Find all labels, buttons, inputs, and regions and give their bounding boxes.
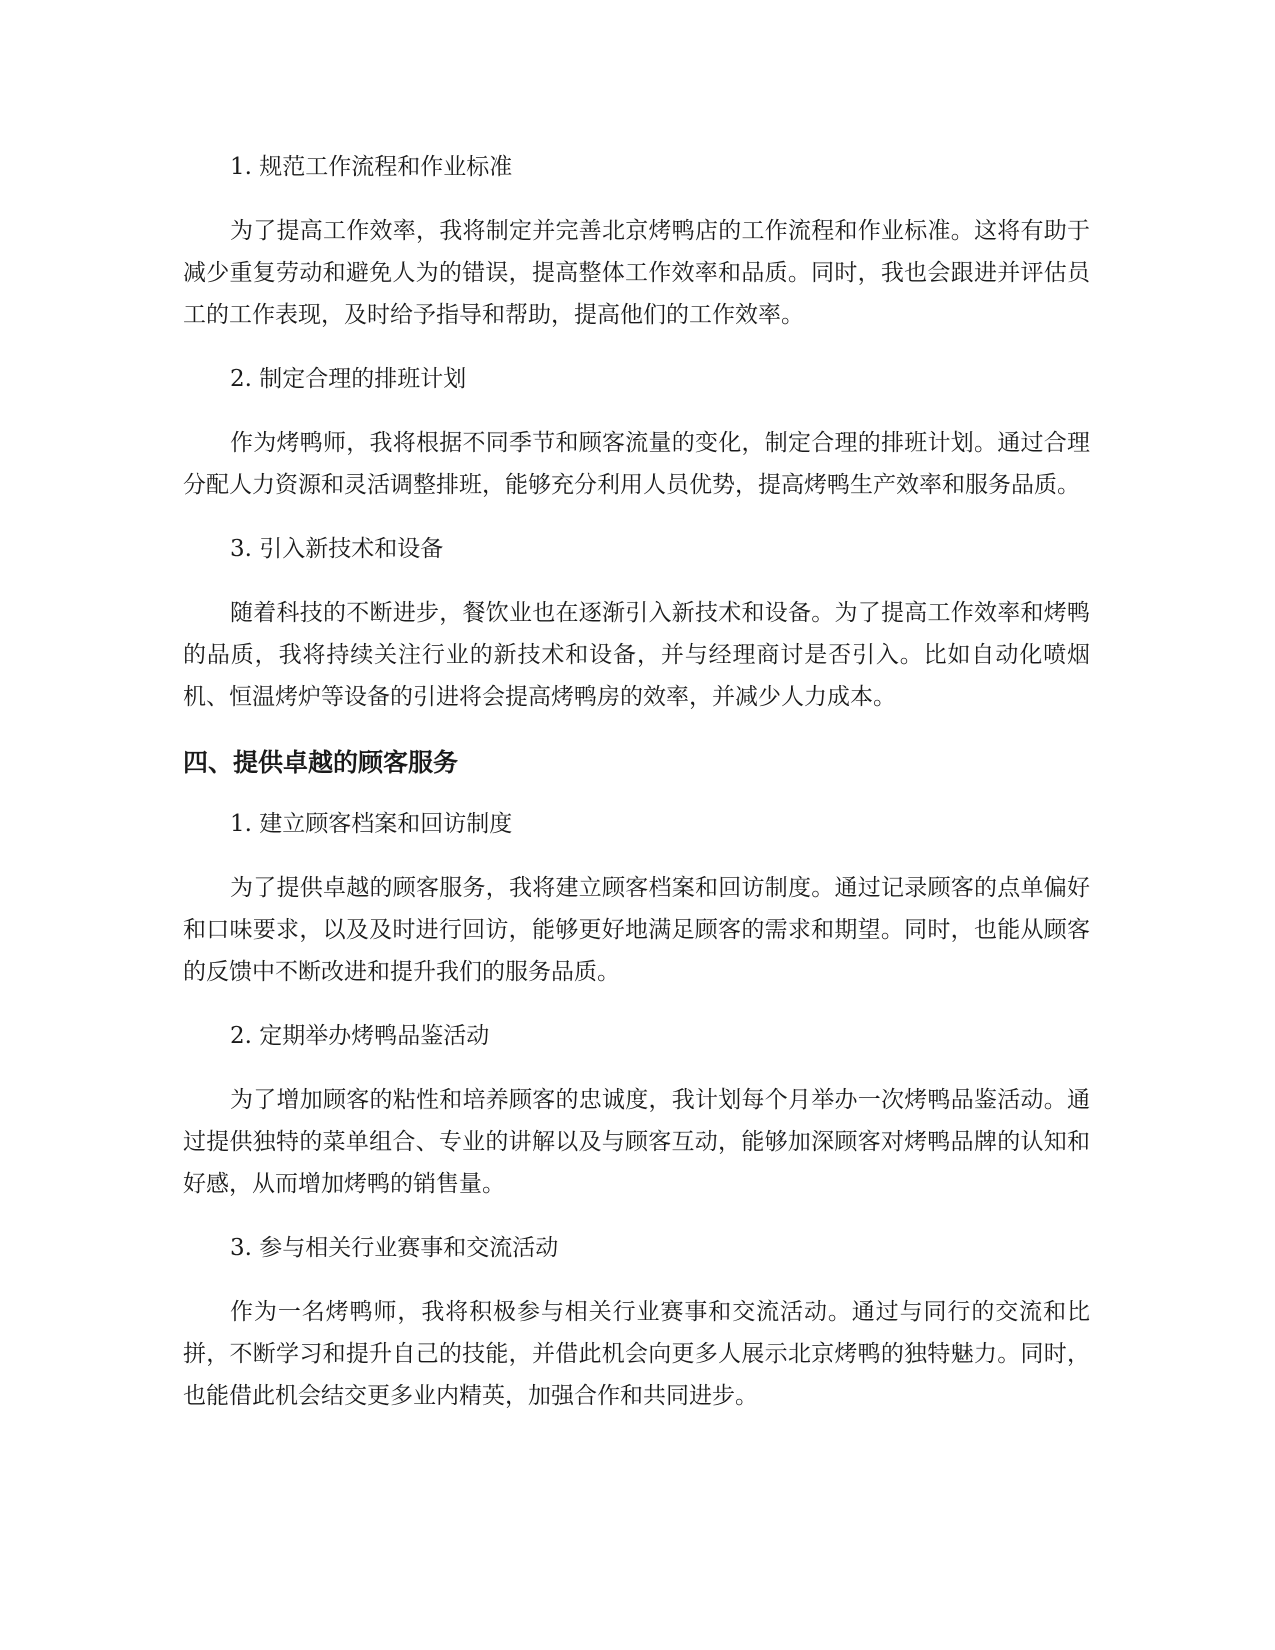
paragraph-shift-schedule: 作为烤鸭师，我将根据不同季节和顾客流量的变化，制定合理的排班计划。通过合理分配人力资源和灵活调整排班，能够充分利用人员优势，提高烤鸭生产效率和服务品质。 bbox=[183, 430, 1090, 498]
document-page bbox=[183, 146, 1090, 1417]
paragraph-tasting-events: 为了增加顾客的粘性和培养顾客的忠诚度，我计划每个月举办一次烤鸭品鉴活动。通过提供独特的菜单组合、专业的讲解以及与顾客互动，能够加深顾客对烤鸭品牌的认知和好感，从而增加烤鸭的销售量。 bbox=[183, 1087, 1090, 1197]
paragraph-new-technology: 随着科技的不断进步，餐饮业也在逐渐引入新技术和设备。为了提高工作效率和烤鸭的品质，我将持续关注行业的新技术和设备，并与经理商讨是否引入。比如自动化喷烟机、恒温烤炉等设备的引进将会提高烤鸭房的效率，并减少人力成本。 bbox=[183, 600, 1090, 710]
paragraph-industry-events: 作为一名烤鸭师，我将积极参与相关行业赛事和交流活动。通过与同行的交流和比拼，不断学习和提升自己的技能，并借此机会向更多人展示北京烤鸭的独特魅力。同时，也能借此机会结交更多业内精英，加强合作和共同进步。 bbox=[183, 1299, 1090, 1409]
section-heading-customer-service: 四、提供卓越的顾客服务 bbox=[183, 748, 459, 777]
subheading-new-technology: 3. 引入新技术和设备 bbox=[230, 536, 444, 562]
subheading-customer-records: 1. 建立顾客档案和回访制度 bbox=[230, 811, 513, 837]
subheading-industry-events: 3. 参与相关行业赛事和交流活动 bbox=[230, 1235, 559, 1261]
subheading-tasting-events: 2. 定期举办烤鸭品鉴活动 bbox=[230, 1023, 490, 1049]
subheading-shift-schedule: 2. 制定合理的排班计划 bbox=[230, 366, 467, 392]
subheading-standardize-workflow: 1. 规范工作流程和作业标准 bbox=[230, 154, 513, 180]
paragraph-workflow: 为了提高工作效率，我将制定并完善北京烤鸭店的工作流程和作业标准。这将有助于减少重复劳动和避免人为的错误，提高整体工作效率和品质。同时，我也会跟进并评估员工的工作表现，及时给予指导和帮助，提高他们的工作效率。 bbox=[183, 218, 1090, 328]
paragraph-customer-records: 为了提供卓越的顾客服务，我将建立顾客档案和回访制度。通过记录顾客的点单偏好和口味要求，以及及时进行回访，能够更好地满足顾客的需求和期望。同时，也能从顾客的反馈中不断改进和提升我们的服务品质。 bbox=[183, 875, 1090, 985]
